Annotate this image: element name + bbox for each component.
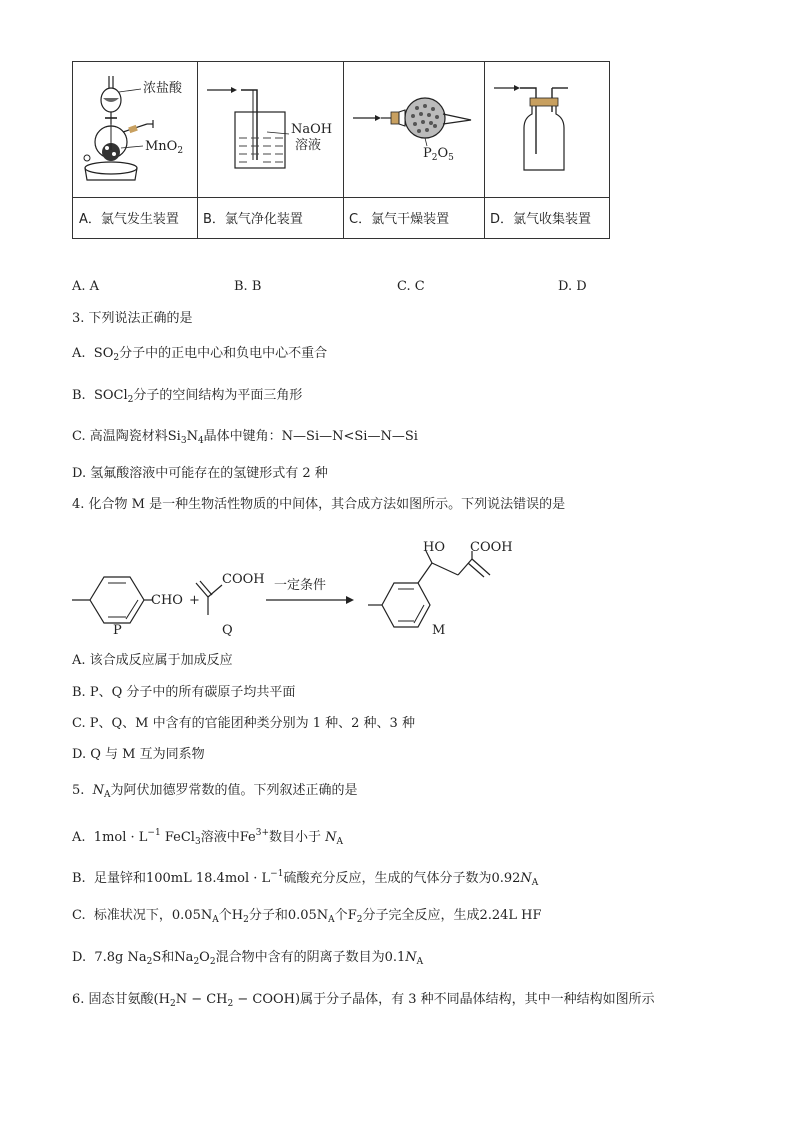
compound-label-p: P <box>113 623 122 638</box>
p-cho-label: CHO <box>151 593 183 608</box>
m-ho-label: HO <box>423 540 445 555</box>
q-cooh-label: COOH <box>222 572 265 587</box>
q3-stem: 3. 下列说法正确的是 <box>72 311 193 326</box>
q3-option-b: B. SOCl$_2$分子的空间结构为平面三角形 <box>72 388 303 405</box>
label-mno2: MnO$_2$ <box>145 139 184 156</box>
table-divider <box>73 197 609 198</box>
q5-option-c: C. 标准状况下，$0.05N_A$个$H_2$分子和$0.05N_A$个$F_2$分子完全反应，生成2.24L HF <box>72 908 542 925</box>
q3-option-c: C. 高温陶瓷材料$Si_3N_4$晶体中键角：N—Si—N<Si—N—Si <box>72 429 418 446</box>
q3-option-a: A. $SO_2$分子中的正电中心和负电中心不重合 <box>72 346 328 363</box>
q5-option-b: B. 足量锌和100mL $18.4mol \cdot L^{-1}$硫酸充分反应，生成的气体分子数为$0.92N_A$ <box>72 869 539 888</box>
q4-option-d: D. Q 与 M 互为同系物 <box>72 747 205 762</box>
q2-option-c: C. C <box>397 279 425 294</box>
q3-option-d: D. 氢氟酸溶液中可能存在的氢键形式有 2 种 <box>72 466 328 481</box>
compound-label-m: M <box>432 623 446 638</box>
q4-option-a: A. 该合成反应属于加成反应 <box>72 653 233 668</box>
q2-option-a: A. A <box>72 279 100 294</box>
drying-tube-diagram <box>343 62 484 197</box>
apparatus-table <box>72 61 610 239</box>
caption-b: B．氯气净化装置 <box>203 212 303 227</box>
label-conc-hcl: 浓盐酸 <box>143 81 183 96</box>
plus-sign: + <box>189 593 200 608</box>
q4-option-b: B. P、Q 分子中的所有碳原子均共平面 <box>72 685 296 700</box>
q6-stem: 6. 固态甘氨酸($H_2N - CH_2$ − COOH)属于分子晶体，有 3 种不同晶体结构，其中一种结构如图所示 <box>72 992 655 1009</box>
q2-option-b: B. B <box>234 279 262 294</box>
arrow-condition: 一定条件 <box>274 578 327 593</box>
compound-label-q: Q <box>222 623 233 638</box>
caption-a: A．氯气发生装置 <box>79 212 179 227</box>
caption-c: C．氯气干燥装置 <box>349 212 450 227</box>
label-solution: 溶液 <box>295 138 322 153</box>
q4-stem: 4. 化合物 M 是一种生物活性物质的中间体，其合成方法如图所示。下列说法错误的是 <box>72 497 566 512</box>
q5-option-a: A. $1mol \cdot L^{-1}$ FeCl$_3$溶液中$Fe^{3+}$数目小于 $N_A$ <box>72 828 344 847</box>
m-cooh-label: COOH <box>470 540 513 555</box>
q5-stem: 5. $N_A$为阿伏加德罗常数的值。下列叙述正确的是 <box>72 783 358 800</box>
q2-option-d: D. D <box>558 279 587 294</box>
q4-option-c: C. P、Q、M 中含有的官能团种类分别为 1 种、2 种、3 种 <box>72 716 415 731</box>
label-p2o5: $P_2O_5$ <box>423 146 454 163</box>
q5-option-d: D. 7.8g $Na_2S$和$Na_2O_2$混合物中含有的阴离子数目为$0.1N_A$ <box>72 950 424 967</box>
gas-collection-bottle-diagram <box>484 62 610 197</box>
caption-d: D．氯气收集装置 <box>490 212 592 227</box>
label-naoh: NaOH <box>291 122 333 137</box>
